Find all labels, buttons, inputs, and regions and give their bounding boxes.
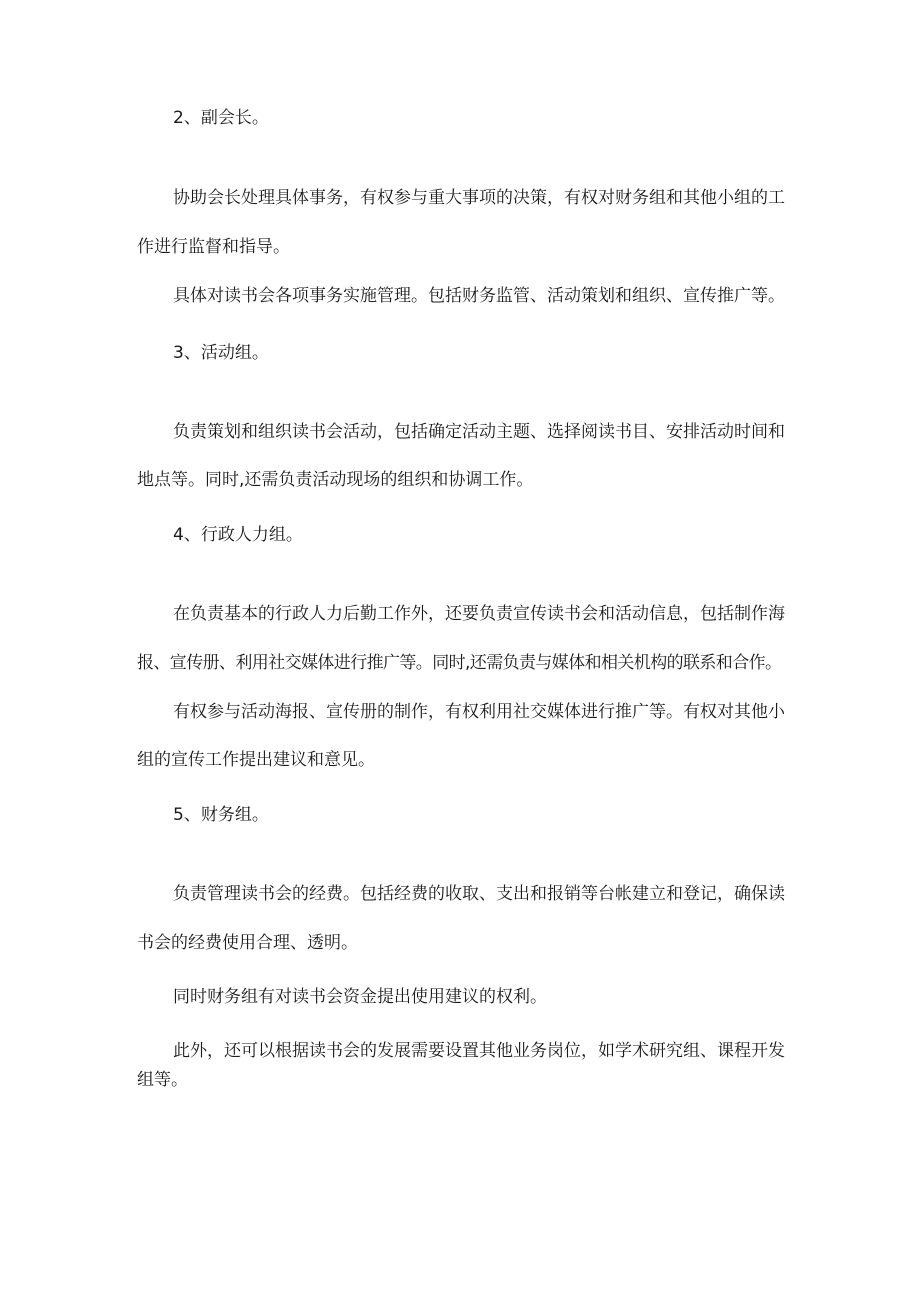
paragraph-line: 作进行监督和指导。 [137, 237, 290, 257]
paragraph-line: 组的宣传工作提出建议和意见。 [137, 750, 375, 770]
section-heading-vice-president: 2、副会长。 [173, 108, 269, 128]
section-heading-admin-hr-group: 4、行政人力组。 [173, 525, 303, 545]
paragraph-line: 此外，还可以根据读书会的发展需要设置其他业务岗位，如学术研究组、课程开发 [173, 1041, 785, 1061]
paragraph-line: 地点等。同时,还需负责活动现场的组织和协调工作。 [137, 470, 534, 490]
paragraph-line: 组等。 [137, 1070, 188, 1090]
paragraph-line: 有权参与活动海报、宣传册的制作，有权利用社交媒体进行推广等。有权对其他小 [173, 702, 785, 722]
paragraph-line: 报、宣传册、利用社交媒体进行推广等。同时,还需负责与媒体和相关机构的联系和合作。 [137, 653, 782, 673]
paragraph-line: 具体对读书会各项事务实施管理。包括财务监管、活动策划和组织、宣传推广等。 [173, 286, 785, 306]
paragraph-line: 协助会长处理具体事务，有权参与重大事项的决策，有权对财务组和其他小组的工 [173, 188, 785, 208]
paragraph-line: 负责策划和组织读书会活动，包括确定活动主题、选择阅读书目、安排活动时间和 [173, 422, 785, 442]
section-heading-finance-group: 5、财务组。 [173, 805, 269, 825]
paragraph-line: 负责管理读书会的经费。包括经费的收取、支出和报销等台帐建立和登记，确保读 [173, 884, 785, 904]
paragraph-line: 同时财务组有对读书会资金提出使用建议的权利。 [173, 987, 547, 1007]
paragraph-line: 在负责基本的行政人力后勤工作外，还要负责宣传读书会和活动信息，包括制作海 [173, 604, 785, 624]
section-heading-activity-group: 3、活动组。 [173, 343, 269, 363]
paragraph-line: 书会的经费使用合理、透明。 [137, 933, 358, 953]
